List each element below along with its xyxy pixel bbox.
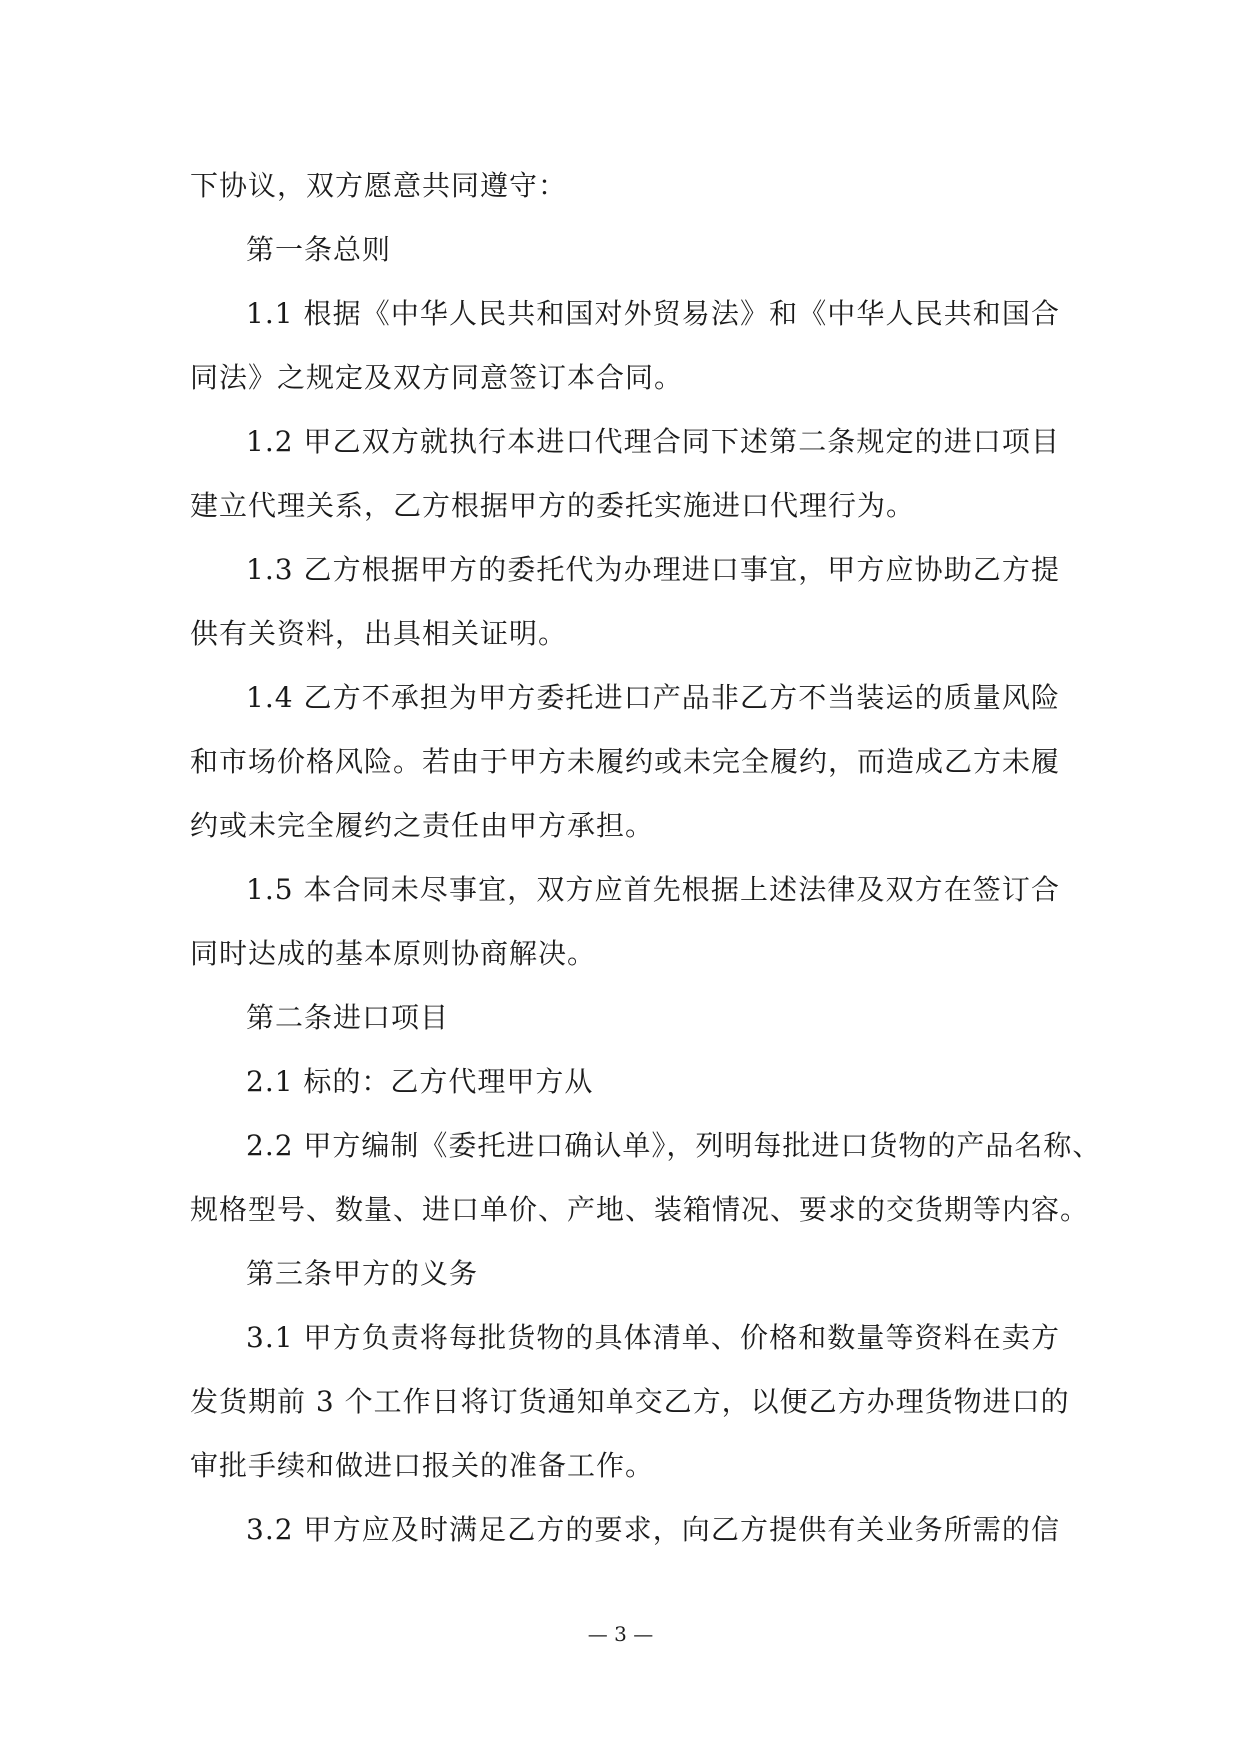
clause-line: 1.2 甲乙双方就执行本进口代理合同下述第二条规定的进口项目 bbox=[246, 425, 1060, 458]
clause-line: 1.3 乙方根据甲方的委托代为办理进口事宜，甲方应协助乙方提 bbox=[246, 553, 1060, 586]
clause-line: 2.2 甲方编制《委托进口确认单》，列明每批进口货物的产品名称、 bbox=[246, 1129, 1102, 1162]
document-body bbox=[190, 154, 1102, 1562]
section-heading: 第三条甲方的义务 bbox=[246, 1257, 479, 1290]
clause-line: 1.4 乙方不承担为甲方委托进口产品非乙方不当装运的质量风险 bbox=[246, 681, 1060, 714]
text-line: 同法》之规定及双方同意签订本合同。 bbox=[190, 361, 684, 394]
page-number: — 3 — bbox=[587, 1622, 654, 1646]
text-line: 发货期前 3 个工作日将订货通知单交乙方，以便乙方办理货物进口的 bbox=[190, 1385, 1070, 1418]
section-heading: 第二条进口项目 bbox=[246, 1001, 450, 1034]
text-line: 和市场价格风险。若由于甲方未履约或未完全履约，而造成乙方未履 bbox=[190, 745, 1061, 778]
clause-line: 2.1 标的：乙方代理甲方从 bbox=[246, 1065, 594, 1098]
clause-line: 3.2 甲方应及时满足乙方的要求，向乙方提供有关业务所需的信 bbox=[246, 1513, 1060, 1546]
text-line: 同时达成的基本原则协商解决。 bbox=[190, 937, 597, 970]
text-line: 审批手续和做进口报关的准备工作。 bbox=[190, 1449, 655, 1482]
text-line: 规格型号、数量、进口单价、产地、装箱情况、要求的交货期等内容。 bbox=[190, 1193, 1090, 1226]
text-line: 下协议，双方愿意共同遵守： bbox=[190, 169, 568, 202]
text-line: 约或未完全履约之责任由甲方承担。 bbox=[190, 809, 655, 842]
clause-line: 3.1 甲方负责将每批货物的具体清单、价格和数量等资料在卖方 bbox=[246, 1321, 1060, 1354]
text-line: 供有关资料，出具相关证明。 bbox=[190, 617, 568, 650]
section-heading: 第一条总则 bbox=[246, 233, 392, 266]
clause-line: 1.5 本合同未尽事宜，双方应首先根据上述法律及双方在签订合 bbox=[246, 873, 1060, 906]
clause-line: 1.1 根据《中华人民共和国对外贸易法》和《中华人民共和国合 bbox=[246, 297, 1060, 330]
text-line: 建立代理关系，乙方根据甲方的委托实施进口代理行为。 bbox=[190, 489, 916, 522]
